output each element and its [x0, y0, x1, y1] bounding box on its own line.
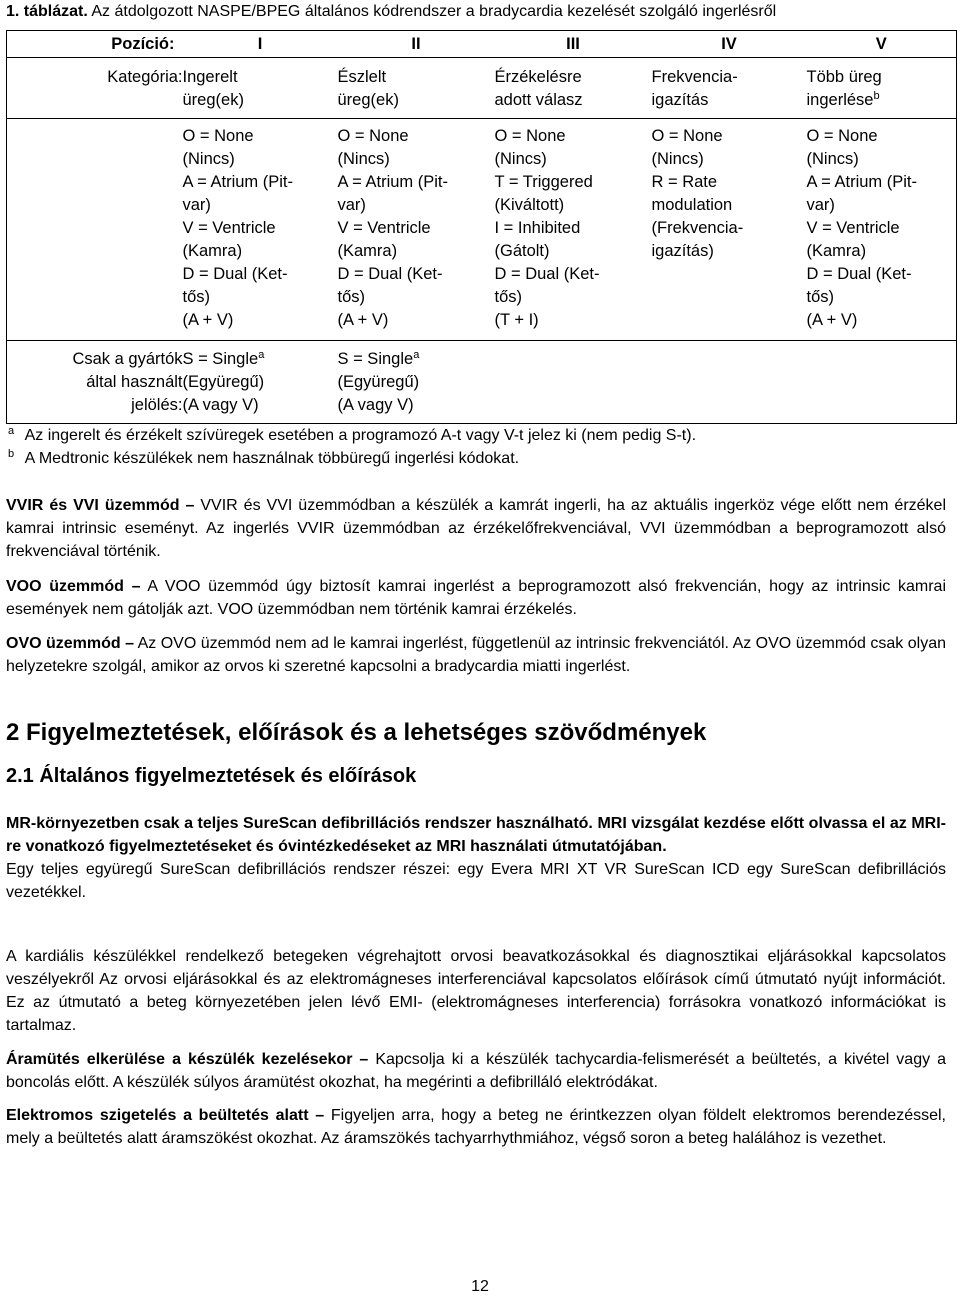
category-cell	[495, 58, 652, 119]
ovo-heading: OVO üzemmód –	[6, 635, 135, 652]
cardio-paragraph: A kardiális készülékkel rendelkező betegeken végrehajtott orvosi beavatkozásokkal és diagnosztikai eljárásokkal kapcsolatos veszélyekről Az orvosi eljárásokkal és az elektromágneses interferenciával kapcsolatos előírások című útmutató nyújt információt. Ez az útmutató a beteg környezetében jelen lévő EMI- (elektromágneses interferencia) forrásokra vonatkozó információkat is tartalmaz.	[6, 948, 946, 1034]
category-line: üreg(ek)	[182, 91, 244, 109]
shock-paragraph	[6, 1048, 946, 1094]
insulation-text: Figyeljen arra, hogy a beteg ne érintkezzen olyan földelt elektromos berendezéssel, mely a beültetés alatt áramszökést okozhat. Az áramszökés tachyarrhythmiához, végső soron a beteg halálához is vezethet.	[6, 1107, 946, 1147]
category-line: adott válasz	[494, 91, 583, 109]
code-line: (A + V)	[806, 311, 858, 329]
position-header: III	[495, 31, 652, 58]
position-label: Pozíció:	[7, 31, 183, 58]
code-line: A = Atrium (Pit-	[806, 173, 917, 191]
footnote-text: Az ingerelt és érzékelt szívüregek esetében a programozó A-t vagy V-t jelez ki (nem pedig S-t).	[24, 427, 697, 444]
mr-warning-paragraph	[6, 812, 946, 904]
footnote-mark: b	[8, 448, 15, 460]
ovo-text: Az OVO üzemmód nem ad le kamrai ingerlést, függetlenül az intrinsic frekvenciától. Az OVO üzemmód csak olyan helyzetekre szolgál, amikor az orvos ki szeretné kapcsolni a bradycardia miatti ingerlést.	[6, 635, 946, 675]
codes-cell	[495, 119, 652, 341]
manufacturer-line	[338, 348, 495, 371]
ovo-paragraph	[6, 632, 946, 678]
code-line: O = None	[806, 127, 878, 145]
category-cell	[183, 58, 338, 119]
category-line: Érzékelésre	[494, 68, 582, 86]
code-line: tős)	[337, 288, 366, 306]
manufacturer-line: (A vagy V)	[182, 396, 259, 414]
code-line: (A + V)	[182, 311, 234, 329]
position-header: I	[183, 31, 338, 58]
category-line: üreg(ek)	[337, 91, 399, 109]
vvir-text: VVIR és VVI üzemmódban a készülék a kamrát ingerli, ha az aktuális ingerköz vége előtt nem érzékel kamrai intrinsic eseményt. Az ingerlés VVIR üzemmódban az érzékelőfrekvenciával, VVI üzemmódban a beprogramozott alsó frekvenciával történik.	[6, 497, 947, 560]
code-line: (A + V)	[337, 311, 389, 329]
category-line: Frekvencia-	[651, 68, 738, 86]
codes-label-empty	[7, 119, 183, 341]
code-line: (Nincs)	[806, 150, 859, 168]
code-line: tős)	[494, 288, 523, 306]
code-line: (Frekvencia-	[651, 219, 744, 237]
category-line-text: ingerlése	[806, 91, 874, 109]
category-cell	[652, 58, 807, 119]
manufacturer-line: (Együregű)	[337, 373, 420, 391]
manufacturer-label	[7, 341, 183, 424]
category-row	[7, 58, 957, 119]
manufacturer-line-text: S = Single	[182, 350, 259, 368]
code-line: modulation	[651, 196, 733, 214]
position-row	[7, 31, 957, 58]
vvir-paragraph	[6, 494, 946, 563]
category-label: Kategória:	[7, 58, 183, 119]
category-line: Több üreg	[806, 68, 882, 86]
code-line: (Gátolt)	[494, 242, 550, 260]
position-header: IV	[652, 31, 807, 58]
shock-text: Kapcsolja ki a készülék tachycardia-felismerését a beültetés, a kivétel vagy a boncolás előtt. A készülék súlyos áramütést okozhat, ha megérinti a defibrilláló elektródákat.	[6, 1051, 946, 1091]
code-line: D = Dual (Ket-	[182, 265, 288, 283]
manufacturer-cell-empty	[495, 341, 652, 424]
code-line: (Nincs)	[494, 150, 547, 168]
insulation-paragraph	[6, 1104, 946, 1150]
code-line: R = Rate	[651, 173, 718, 191]
category-line: igazítás	[651, 91, 709, 109]
page-number: 12	[471, 1278, 489, 1295]
table-caption-text: Az átdolgozott NASPE/BPEG általános kódrendszer a bradycardia kezelését szolgáló ingerlésről	[91, 3, 777, 20]
voo-text: A VOO üzemmód úgy biztosít kamrai ingerlést a beprogramozott alsó frekvencián, hogy az intrinsic kamrai események nem gátolják azt. VOO üzemmódban nem történik kamrai érzékelés.	[6, 578, 947, 618]
category-line	[807, 89, 957, 112]
voo-paragraph	[6, 575, 946, 621]
manufacturer-label-line: Csak a gyártók	[72, 350, 183, 368]
codes-cell	[183, 119, 338, 341]
code-line: var)	[182, 196, 211, 214]
footnote	[8, 447, 519, 470]
code-line: var)	[806, 196, 835, 214]
code-line: (Kamra)	[337, 242, 398, 260]
code-line: igazítás)	[651, 242, 714, 260]
code-line: I = Inhibited	[494, 219, 581, 237]
insulation-heading: Elektromos szigetelés a beültetés alatt –	[6, 1107, 325, 1124]
code-line: V = Ventricle	[337, 219, 431, 237]
code-line: O = None	[337, 127, 409, 145]
code-line: T = Triggered	[494, 173, 593, 191]
vvir-heading: VVIR és VVI üzemmód –	[6, 497, 195, 514]
codes-row	[7, 119, 957, 341]
footnote	[8, 424, 696, 447]
category-cell	[807, 58, 957, 119]
category-line: Ingerelt	[182, 68, 238, 86]
manufacturer-cell	[338, 341, 495, 424]
footnote-marker: a	[413, 349, 420, 361]
code-line: D = Dual (Ket-	[806, 265, 912, 283]
code-line: O = None	[494, 127, 566, 145]
mr-warning-bold: MR-környezetben csak a teljes SureScan defibrillációs rendszer használható. MRI vizsgálat kezdése előtt olvassa el az MRI-re vonatkozó figyelmeztetéseket és óvintézkedéseket az MRI használati útmutatójában.	[6, 815, 946, 855]
mr-warning-text: Egy teljes együregű SureScan defibrillációs rendszer részei: egy Evera MRI XT VR SureScan ICD egy SureScan defibrillációs vezetékkel.	[6, 861, 946, 901]
code-line: tős)	[806, 288, 835, 306]
manufacturer-row	[7, 341, 957, 424]
section-heading: 2 Figyelmeztetések, előírások és a lehetséges szövődmények	[6, 719, 707, 746]
footnote-text: A Medtronic készülékek nem használnak többüregű ingerlési kódokat.	[24, 450, 520, 467]
footnote-mark: a	[8, 425, 15, 437]
code-line: V = Ventricle	[182, 219, 276, 237]
subsection-heading: 2.1 Általános figyelmeztetések és előírások	[6, 765, 417, 787]
code-line: V = Ventricle	[806, 219, 900, 237]
shock-heading: Áramütés elkerülése a készülék kezelésekor –	[6, 1051, 369, 1068]
manufacturer-line: (Együregű)	[182, 373, 265, 391]
code-line: var)	[337, 196, 366, 214]
codes-cell	[807, 119, 957, 341]
footnote-marker: b	[873, 90, 880, 102]
code-line: D = Dual (Ket-	[494, 265, 600, 283]
voo-heading: VOO üzemmód –	[6, 578, 141, 595]
manufacturer-label-line: jelölés:	[131, 396, 183, 414]
code-line: (Nincs)	[337, 150, 390, 168]
manufacturer-cell-empty	[807, 341, 957, 424]
manufacturer-cell	[183, 341, 338, 424]
code-line: tős)	[182, 288, 211, 306]
manufacturer-cell-empty	[652, 341, 807, 424]
category-cell	[338, 58, 495, 119]
codes-cell	[652, 119, 807, 341]
code-line: O = None	[182, 127, 254, 145]
manufacturer-line-text: S = Single	[337, 350, 414, 368]
code-line: D = Dual (Ket-	[337, 265, 443, 283]
category-line: Észlelt	[337, 68, 387, 86]
manufacturer-line: (A vagy V)	[337, 396, 414, 414]
table-caption-label: 1. táblázat.	[6, 3, 88, 20]
code-line: (Kamra)	[182, 242, 243, 260]
codes-cell	[338, 119, 495, 341]
code-line: (Nincs)	[182, 150, 235, 168]
manufacturer-label-line: által használt	[86, 373, 183, 391]
code-line: (Kamra)	[806, 242, 867, 260]
code-line: (Nincs)	[651, 150, 704, 168]
code-line: (T + I)	[494, 311, 539, 329]
code-line: (Kiváltott)	[494, 196, 565, 214]
position-header: II	[338, 31, 495, 58]
code-line: O = None	[651, 127, 723, 145]
manufacturer-line	[183, 348, 338, 371]
position-header: V	[807, 31, 957, 58]
code-line: A = Atrium (Pit-	[337, 173, 448, 191]
footnote-marker: a	[258, 349, 265, 361]
naspe-bpeg-code-table	[6, 30, 957, 424]
code-line: A = Atrium (Pit-	[182, 173, 293, 191]
table-caption	[6, 2, 776, 22]
